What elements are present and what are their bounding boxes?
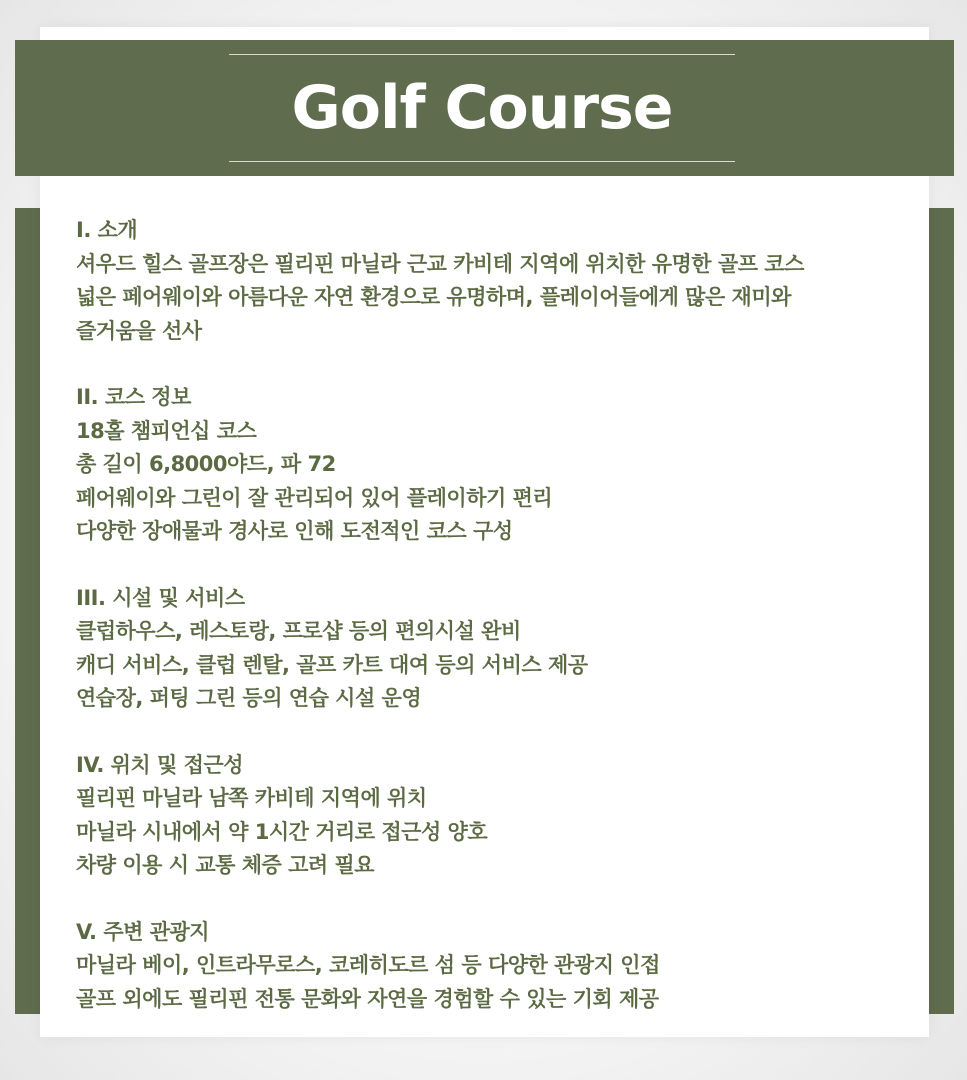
section-line: 차량 이용 시 교통 체증 고려 필요 (76, 853, 375, 877)
section-heading: V. 주변 관광지 (76, 919, 210, 944)
section-heading: II. 코스 정보 (76, 385, 191, 409)
section-line: 마닐라 베이, 인트라무로스, 코레히도르 섬 등 다양한 관광지 인접 (76, 953, 660, 977)
section-line: 필리핀 마닐라 남쪽 카비테 지역에 위치 (76, 786, 427, 810)
section-line: 총 길이 6,8000야드, 파 72 (76, 452, 336, 476)
section-line: 18홀 챔피언십 코스 (76, 418, 257, 443)
section-line: 마닐라 시내에서 약 1시간 거리로 접근성 양호 (76, 819, 488, 844)
section-line: 클럽하우스, 레스토랑, 프로샵 등의 편의시설 완비 (76, 619, 521, 643)
section-line: 다양한 장애물과 경사로 인해 도전적인 코스 구성 (76, 519, 513, 543)
section-line: 넓은 페어웨이와 아름다운 자연 환경으로 유명하며, 플레이어들에게 많은 재미와 (76, 285, 791, 309)
section-heading: III. 시설 및 서비스 (76, 585, 245, 610)
section-course-info (76, 381, 916, 549)
section-heading: I. 소개 (76, 218, 138, 242)
section-line: 골프 외에도 필리핀 전통 문화와 자연을 경험할 수 있는 기회 제공 (76, 986, 659, 1011)
section-attractions (76, 916, 916, 1017)
section-introduction (76, 214, 916, 348)
section-line: 페어웨이와 그린이 잘 관리되어 있어 플레이하기 편리 (76, 485, 553, 510)
section-line: 셔우드 힐스 골프장은 필리핀 마닐라 근교 카비테 지역에 위치한 유명한 골프 코스 (76, 251, 804, 276)
section-heading: IV. 위치 및 접근성 (76, 752, 243, 777)
header-rule-bottom (229, 161, 735, 162)
header-rule-top (229, 54, 735, 55)
section-line: 즐거움을 선사 (76, 318, 202, 343)
section-facilities (76, 582, 916, 716)
section-line: 캐디 서비스, 클럽 렌탈, 골프 카트 대여 등의 서비스 제공 (76, 652, 588, 677)
document-body (76, 214, 916, 1049)
section-location (76, 749, 916, 883)
page-title: Golf Course (291, 73, 673, 143)
section-line: 연습장, 퍼팅 그린 등의 연습 시설 운영 (76, 686, 422, 710)
